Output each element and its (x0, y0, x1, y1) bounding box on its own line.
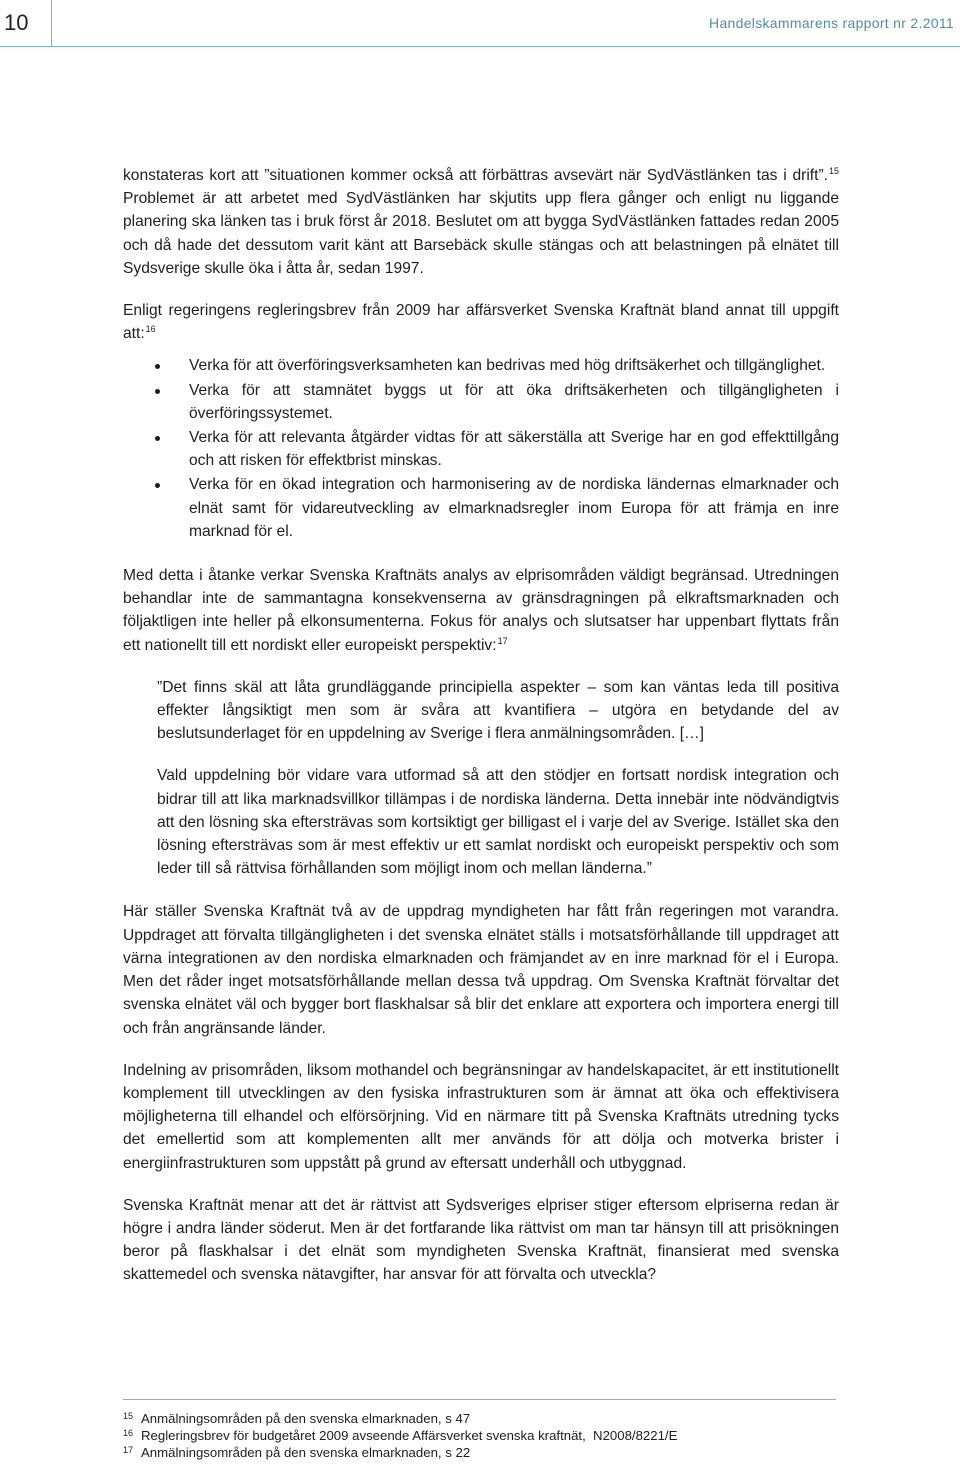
footnote-number: 17 (123, 1445, 134, 1455)
footnote-divider (123, 1399, 836, 1400)
footnote-ref-16[interactable]: 16 (145, 324, 156, 335)
block-quote (157, 676, 839, 881)
bullet-dot-icon (155, 436, 160, 441)
footnote-ref-17[interactable]: 17 (497, 635, 508, 646)
paragraph-3 (123, 564, 839, 657)
page-header (0, 0, 960, 47)
footnote-text: Anmälningsområden på den svenska elmarknaden, s 47 (141, 1411, 471, 1426)
bullet-text: Verka för en ökad integration och harmonisering av de nordiska ländernas elmarknader och elnät samt för vidareutveckling av elmarknadsregler inom Europa för att främja en inre marknad för el. (189, 476, 839, 540)
footnote-text: Anmälningsområden på den svenska elmarknaden, s 22 (141, 1445, 471, 1460)
footnote-16 (123, 1427, 839, 1444)
paragraph-2-text: Enligt regeringens regleringsbrev från 2009 har affärsverket Svenska Kraftnät bland annat till uppgift att: (123, 302, 839, 343)
task-bullet-list (123, 354, 839, 543)
bullet-dot-icon (155, 364, 160, 369)
footnote-text: Regleringsbrev för budgetåret 2009 avseende Affärsverket svenska kraftnät, N2008/8221/E (141, 1428, 678, 1443)
footnotes (123, 1410, 839, 1461)
bullet-text: Verka för att stamnätet byggs ut för att öka driftsäkerheten och tillgängligheten i överföringssystemet. (189, 381, 839, 422)
bullet-text: Verka för att relevanta åtgärder vidtas för att säkerställa att Sverige har en god effekttillgång och att risken för effektbrist minskas. (189, 429, 839, 470)
bullet-item (123, 379, 839, 425)
footnote-number: 15 (123, 1411, 134, 1421)
paragraph-3-text: Med detta i åtanke verkar Svenska Kraftnäts analys av elprisområden väldigt begränsad. Utredningen behandlar inte de sammantagna konsekvenserna av gränsdragningen på elkraftsmarknaden och följaktligen inte heller på elkonsumenterna. Fokus för analys och slutsatser har uppenbart flyttats från ett nationellt till ett nordiskt eller europeiskt perspektiv: (123, 567, 839, 654)
quote-paragraph-1: ”Det finns skäl att låta grundläggande principiella aspekter – som kan väntas leda till positiva effekter långsiktigt men som är svåra att kvantifiera – utgöra en betydande del av beslutsunderlaget för en uppdelning av Sverige i flera anmälningsområden. […] (157, 678, 839, 743)
page-number: 10 (0, 0, 52, 46)
bullet-dot-icon (155, 389, 160, 394)
paragraph-1-text-a: konstateras kort att ”situationen kommer också att förbättras avsevärt när SydVästlänken tas i drift”. (123, 167, 828, 184)
bullet-item (123, 426, 839, 472)
paragraph-2 (123, 299, 839, 345)
paragraph-1-text-b: Problemet är att arbetet med SydVästlänken har skjutits upp flera gånger och enligt nu liggande planering ska länken tas i bruk först år 2018. Beslutet om att bygga SydVästlänken fattades redan 2005 och då hade det dessutom varit känt att Barsebäck skulle stängas och att belastningen på elnätet till Sydsverige skulle öka i åtta år, sedan 1997. (123, 190, 839, 277)
paragraph-6: Svenska Kraftnät menar att det är rättvist att Sydsveriges elpriser stiger eftersom elpriserna redan är högre i andra länder söderut. Men är det fortfarande lika rättvist om man tar hänsyn till att prisökningen beror på flaskhalsar i det elnät som myndigheten Svenska Kraftnät, finansierat med svenska skattemedel och svenska nätavgifter, har ansvar för att förvalta och utveckla? (123, 1196, 839, 1284)
footnote-17 (123, 1444, 839, 1461)
footnote-number: 16 (123, 1428, 134, 1438)
body-text (123, 164, 839, 1306)
bullet-item (123, 354, 839, 377)
quote-paragraph-2: Vald uppdelning bör vidare vara utformad så att den stödjer en fortsatt nordisk integration och bidrar till att lika marknadsvillkor tillämpas i de nordiska länderna. Detta innebär inte nödvändigtvis att den lösning ska eftersträvas som kortsiktigt ger billigast el i varje del av Sverige. Istället ska den lösning eftersträvas som är mest effektiv ur ett samlat nordiskt och europeiskt perspektiv och som leder till så rättvisa förhållanden som möjligt inom och mellan länderna.” (157, 767, 839, 878)
paragraph-5: Indelning av prisområden, liksom mothandel och begränsningar av handelskapacitet, är ett institutionellt komplement till utvecklingen av den fysiska infrastrukturen som är ämnat att öka och effektivisera möjligheterna till elhandel och elförsörjning. Vid en närmare titt på Svenska Kraftnäts utredning tycks det emellertid som att komplementen allt mer används för att dölja och motverka brister i energiinfrastrukturen som uppstått på grund av eftersatt underhåll och utbyggnad. (123, 1061, 839, 1172)
bullet-text: Verka för att överföringsverksamheten kan bedrivas med hög driftsäkerhet och tillgänglighet. (189, 357, 826, 375)
paragraph-4: Här ställer Svenska Kraftnät två av de uppdrag myndigheten har fått från regeringen mot varandra. Uppdraget att förvalta tillgängligheten i det svenska elnätet ställs i motsatsförhållande till uppdraget att värna integrationen av den nordiska elmarknaden och främjandet av en inre marknad för el i Europa. Men det råder inget motsatsförhållande mellan dessa två uppdrag. Om Svenska Kraftnät förvaltar det svenska elnätet väl och bygger bort flaskhalsar så blir det enklare att exportera och importera energi till och från angränsande länder. (123, 903, 839, 1037)
paragraph-1 (123, 164, 839, 280)
footnote-15 (123, 1410, 839, 1427)
bullet-item (123, 473, 839, 543)
footnote-ref-15[interactable]: 15 (828, 166, 839, 176)
bullet-dot-icon (155, 483, 160, 488)
report-title: Handelskammarens rapport nr 2.2011 (709, 15, 954, 31)
